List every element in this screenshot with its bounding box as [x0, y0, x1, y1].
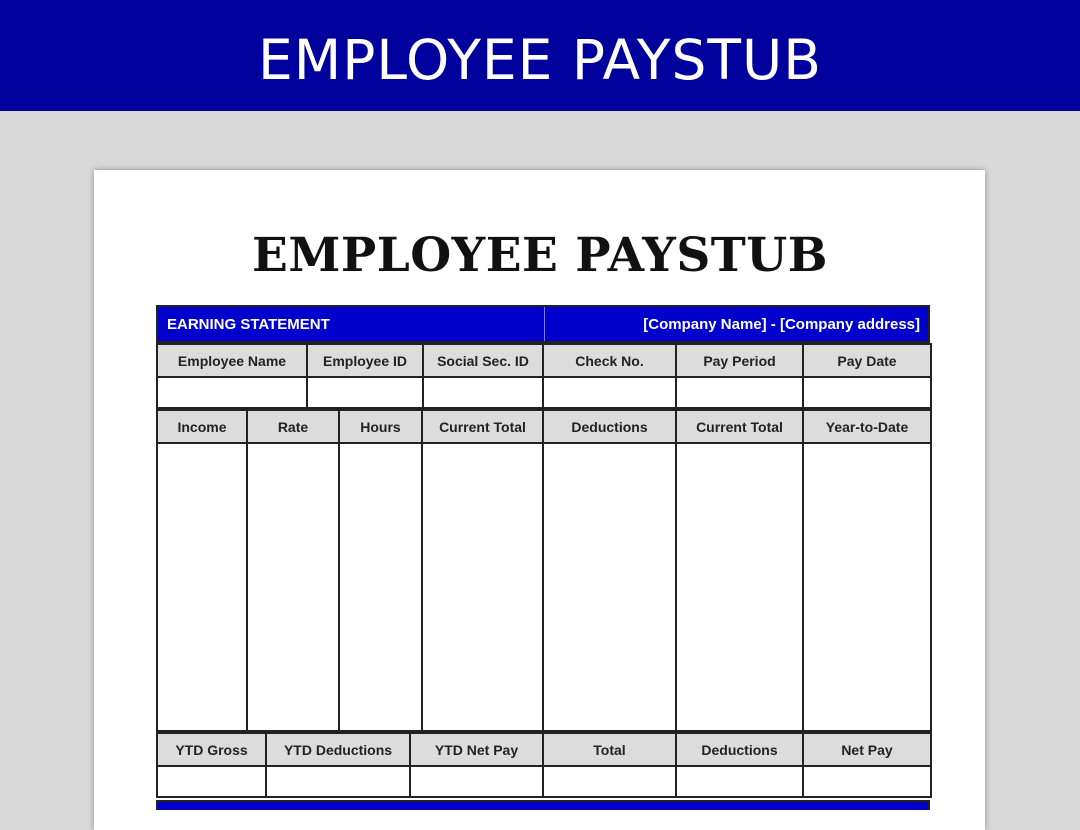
social-sec-id-field[interactable] [423, 377, 543, 408]
hours-column[interactable] [339, 443, 422, 731]
ytd-gross-field[interactable] [157, 766, 266, 797]
income-header: Income [157, 410, 247, 443]
ytd-net-pay-header: YTD Net Pay [410, 733, 543, 766]
employee-info-input-row [157, 377, 931, 408]
employee-id-field[interactable] [307, 377, 423, 408]
year-to-date-column[interactable] [803, 443, 931, 731]
deductions-current-total-header: Current Total [676, 410, 803, 443]
deductions-current-total-column[interactable] [676, 443, 803, 731]
rate-column[interactable] [247, 443, 339, 731]
year-to-date-header: Year-to-Date [803, 410, 931, 443]
net-pay-header: Net Pay [803, 733, 931, 766]
earnings-header-row [157, 410, 931, 443]
total-header: Total [543, 733, 676, 766]
check-no-header: Check No. [543, 344, 676, 377]
earning-statement-label: EARNING STATEMENT [167, 315, 330, 333]
employee-name-field[interactable] [157, 377, 307, 408]
hours-header: Hours [339, 410, 422, 443]
company-label: [Company Name] - [Company address] [544, 307, 928, 341]
current-total-column[interactable] [422, 443, 543, 731]
paystub-form [156, 305, 930, 798]
social-sec-id-header: Social Sec. ID [423, 344, 543, 377]
check-no-field[interactable] [543, 377, 676, 408]
employee-info-table [156, 343, 932, 409]
deductions-header: Deductions [543, 410, 676, 443]
net-pay-field[interactable] [803, 766, 931, 797]
banner-title: EMPLOYEE PAYSTUB [257, 27, 822, 92]
rate-header: Rate [247, 410, 339, 443]
income-column[interactable] [157, 443, 247, 731]
bottom-section-bar [156, 800, 930, 810]
earning-statement-bar [156, 305, 930, 343]
totals-table [156, 732, 932, 798]
deductions-column[interactable] [543, 443, 676, 731]
earnings-body-row [157, 443, 931, 731]
document-title: EMPLOYEE PAYSTUB [252, 228, 828, 283]
total-deductions-field[interactable] [676, 766, 803, 797]
employee-info-header-row [157, 344, 931, 377]
pay-date-field[interactable] [803, 377, 931, 408]
employee-id-header: Employee ID [307, 344, 423, 377]
pay-period-field[interactable] [676, 377, 803, 408]
ytd-deductions-field[interactable] [266, 766, 410, 797]
total-field[interactable] [543, 766, 676, 797]
pay-date-header: Pay Date [803, 344, 931, 377]
ytd-net-pay-field[interactable] [410, 766, 543, 797]
totals-input-row [157, 766, 931, 797]
total-deductions-header: Deductions [676, 733, 803, 766]
employee-name-header: Employee Name [157, 344, 307, 377]
earnings-table [156, 409, 932, 732]
current-total-header: Current Total [422, 410, 543, 443]
top-banner [0, 0, 1080, 111]
ytd-gross-header: YTD Gross [157, 733, 266, 766]
pay-period-header: Pay Period [676, 344, 803, 377]
ytd-deductions-header: YTD Deductions [266, 733, 410, 766]
totals-header-row [157, 733, 931, 766]
